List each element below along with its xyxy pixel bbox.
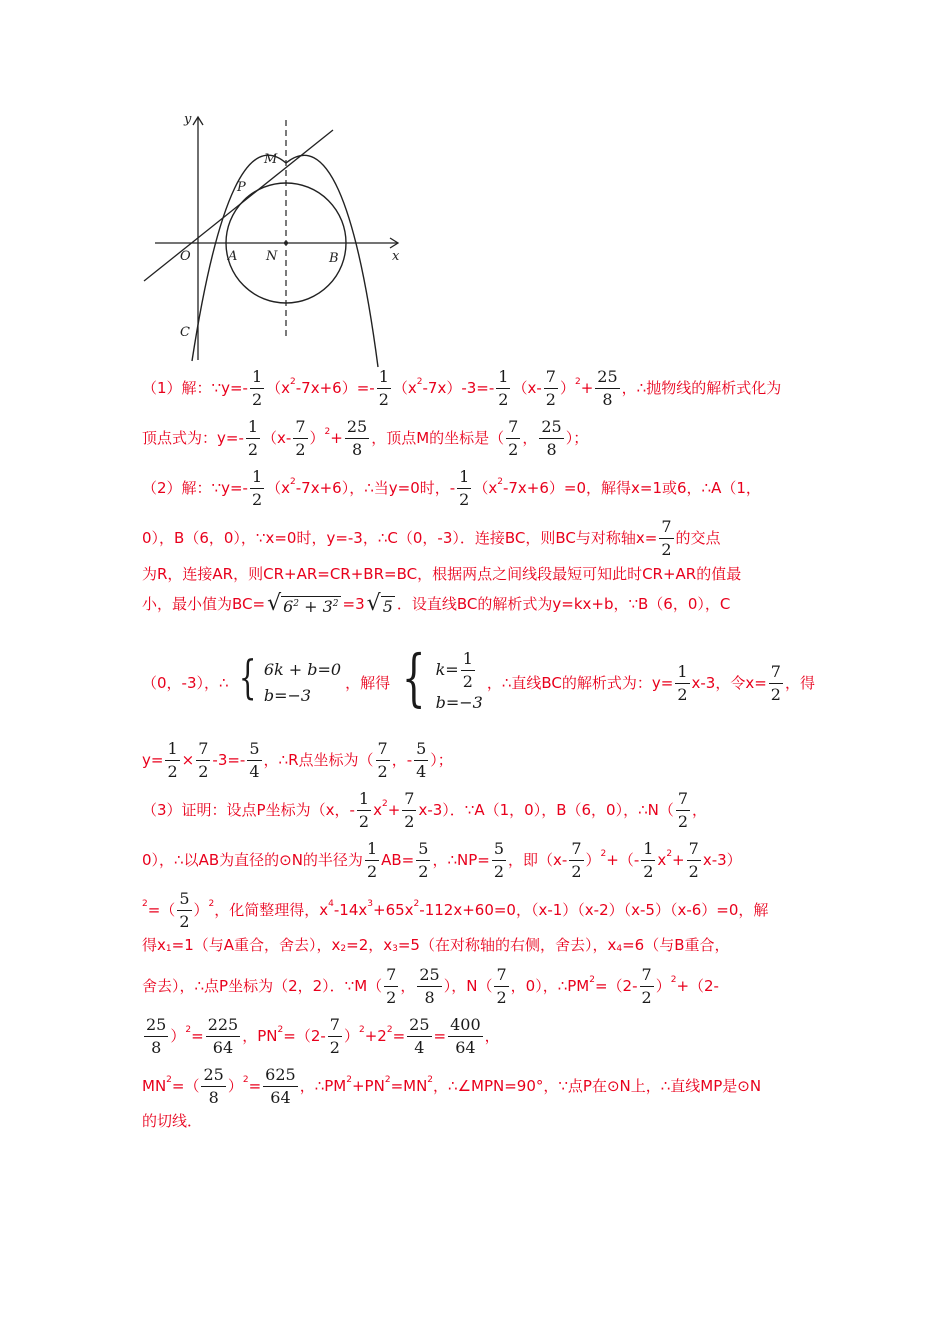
fraction: $\frac{1}{2}$ [247,417,259,459]
fraction: $\frac{625}{64}$ [265,1065,296,1107]
fraction: $\frac{25}{8}$ [541,417,562,459]
fraction: $\frac{25}{8}$ [597,367,618,409]
fraction: $\frac{225}{64}$ [207,1015,239,1057]
point-n [284,241,288,245]
solution-line-3: （2）解：∵y=- $\frac{1}{2}$ （x 2 -7x+6），∴当y=0时，- $\frac{1}{2}$ （x 2 -7x+6）=0，解得x=1或6，∴A（1， [142,467,761,509]
fraction: $\frac{7}{2}$ [404,789,415,831]
fraction: $\frac{5}{2}$ [418,839,429,881]
solution-line-6: 小，最小值为BC= √ $6^2 + 3^2$ =3 √ 5 ．设直线BC的解析式为y=kx+b，∵B（6，0），C [142,591,731,616]
equation-system-2: { k= $\frac{1}{2}$ b=−3 [402,641,483,714]
fraction: $\frac{7}{2}$ [641,965,652,1007]
sqrt-expression: √ $6^2 + 3^2$ [267,591,339,616]
fraction: $\frac{25}{8}$ [203,1065,224,1107]
label-o: O [180,249,191,264]
solution-line-5: 为R，连接AR，则CR+AR=CR+BR=BC，根据两点之间线段最短可知此时CR+AR的值最 [142,565,742,583]
fraction: $\frac{7}{2}$ [329,1015,340,1057]
fraction: $\frac{25}{4}$ [409,1015,430,1057]
solution-line-7: （0，-3），∴ { 6k + b=0 b=−3 ，解得 { k= $\frac{1}{2}$ b=−3 ，∴直线BC的解析式为：y= $\frac{1}{2}$ x-3，令x= $\frac{7}{2}$ ，得 [142,641,815,714]
fraction: $\frac{7}{2}$ [377,739,388,781]
solution-line-12: 得x 1 =1（与A重合，舍去），x 2 =2，x 3 =5（在对称轴的右侧，舍去），x 4 =6（与B重合， [142,936,730,954]
fraction: $\frac{1}{2}$ [459,467,470,509]
fraction: $\frac{25}{8}$ [419,965,440,1007]
fraction: $\frac{7}{2}$ [661,517,672,559]
label-a: A [228,249,238,264]
fraction: $\frac{5}{4}$ [416,739,427,781]
solution-line-14: $\frac{25}{8}$ ） 2 = $\frac{225}{64}$ ，PN 2 =（2- $\frac{7}{2}$ ） 2 +2 2 = $\frac{25}{4}$ = $\frac{400}{64}$ ， [146,1015,500,1057]
fraction: $\frac{7}{2}$ [545,367,556,409]
fraction: $\frac{5}{2}$ [179,889,190,931]
fraction: $\frac{5}{2}$ [493,839,505,881]
fraction: $\frac{400}{64}$ [450,1015,481,1057]
fraction: $\frac{25}{8}$ [146,1015,167,1057]
label-x: x [392,249,400,264]
fraction: $\frac{7}{2}$ [295,417,306,459]
fraction: $\frac{7}{2}$ [677,789,689,831]
geometry-figure [140,105,410,370]
solution-line-15: MN 2 =（ $\frac{25}{8}$ ） 2 = $\frac{625}{64}$ ，∴PM 2 +PN 2 =MN 2 ，∴∠MPN=90°，∵点P在⊙N上，∴直线MP是⊙N [142,1065,762,1107]
solution-line-1: （1）解：∵y=- $\frac{1}{2}$ （x 2 -7x+6）=- $\frac{1}{2}$ （x 2 -7x）-3=- $\frac{1}{2}$ （x- $\frac{7}{2}$ ） 2 + $\frac{25}{8}$ ，∴抛物线的解析式化为 [142,367,782,409]
fraction: $\frac{7}{2}$ [508,417,519,459]
label-y: y [184,112,192,127]
fraction: $\frac{1}{2}$ [167,739,178,781]
fraction: $\frac{7}{2}$ [571,839,582,881]
fraction: $\frac{1}{2}$ [358,789,370,831]
fraction: $\frac{1}{2}$ [378,367,389,409]
fraction: $\frac{5}{4}$ [249,739,260,781]
label-b: B [329,251,339,266]
solution-line-9: （3）证明：设点P坐标为（x，- $\frac{1}{2}$ x 2 + $\frac{7}{2}$ x-3）．∵A（1，0），B（6，0），∴N（ $\frac{7}{2}$ ， [142,789,708,831]
fraction: $\frac{1}{2}$ [643,839,654,881]
solution-line-4: 0），B（6，0），∵x=0时，y=-3，∴C（0，-3）．连接BC，则BC与对称轴x= $\frac{7}{2}$ 的交点 [142,517,721,559]
sqrt-five: √ 5 [366,591,393,616]
label-c: C [180,325,190,340]
solution-line-2: 顶点式为：y=- $\frac{1}{2}$ （x- $\frac{7}{2}$ ） 2 + $\frac{25}{8}$ ，顶点M的坐标是（ $\frac{7}{2}$ ， $\frac{25}{8}$ ）； [142,417,589,459]
equation-system-1: { 6k + b=0 b=−3 [238,650,342,705]
fraction: $\frac{7}{2}$ [198,739,209,781]
fraction: $\frac{1}{2}$ [251,467,263,509]
solution-line-10: 0），∴以AB为直径的⊙N的半径为 $\frac{1}{2}$ AB= $\frac{5}{2}$ ，∴NP= $\frac{5}{2}$ ，即（x- $\frac{7}{2}$ ） 2 +（- $\frac{1}{2}$ x 2 + $\frac{7}{2}$ x-3） [142,839,742,881]
solution-line-16: 的切线． [142,1112,203,1130]
label-p: P [237,180,246,195]
fraction: $\frac{7}{2}$ [688,839,699,881]
fraction: $\frac{7}{2}$ [386,965,397,1007]
tangent-line [144,130,333,281]
solution-line-8: y= $\frac{1}{2}$ × $\frac{7}{2}$ -3=- $\frac{5}{4}$ ，∴R点坐标为（ $\frac{7}{2}$ ，- $\frac{5}{4}$ ）； [142,739,453,781]
fraction: $\frac{1}{2}$ [498,367,509,409]
fraction: $\frac{7}{2}$ [770,661,781,704]
fraction: $\frac{1}{2}$ [677,661,688,704]
fraction: $\frac{7}{2}$ [496,965,507,1007]
fraction: $\frac{1}{2}$ [366,839,378,881]
fraction: $\frac{25}{8}$ [346,417,368,459]
parabola [192,155,378,367]
label-m: M [264,152,278,167]
fraction: $\frac{1}{2}$ [251,367,263,409]
label-n: N [266,249,278,264]
solution-line-13: 舍去），∴点P坐标为（2，2）．∵M（ $\frac{7}{2}$ ， $\frac{25}{8}$ ），N（ $\frac{7}{2}$ ，0），∴PM 2 =（2- $\frac{7}{2}$ ） 2 +（2- [142,965,719,1007]
solution-line-11: 2 =（ $\frac{5}{2}$ ） 2 ，化简整理得，x 4 -14x 3 +65x 2 -112x+60=0，（x-1）（x-2）（x-5）（x-6）=0，解 [142,889,769,931]
